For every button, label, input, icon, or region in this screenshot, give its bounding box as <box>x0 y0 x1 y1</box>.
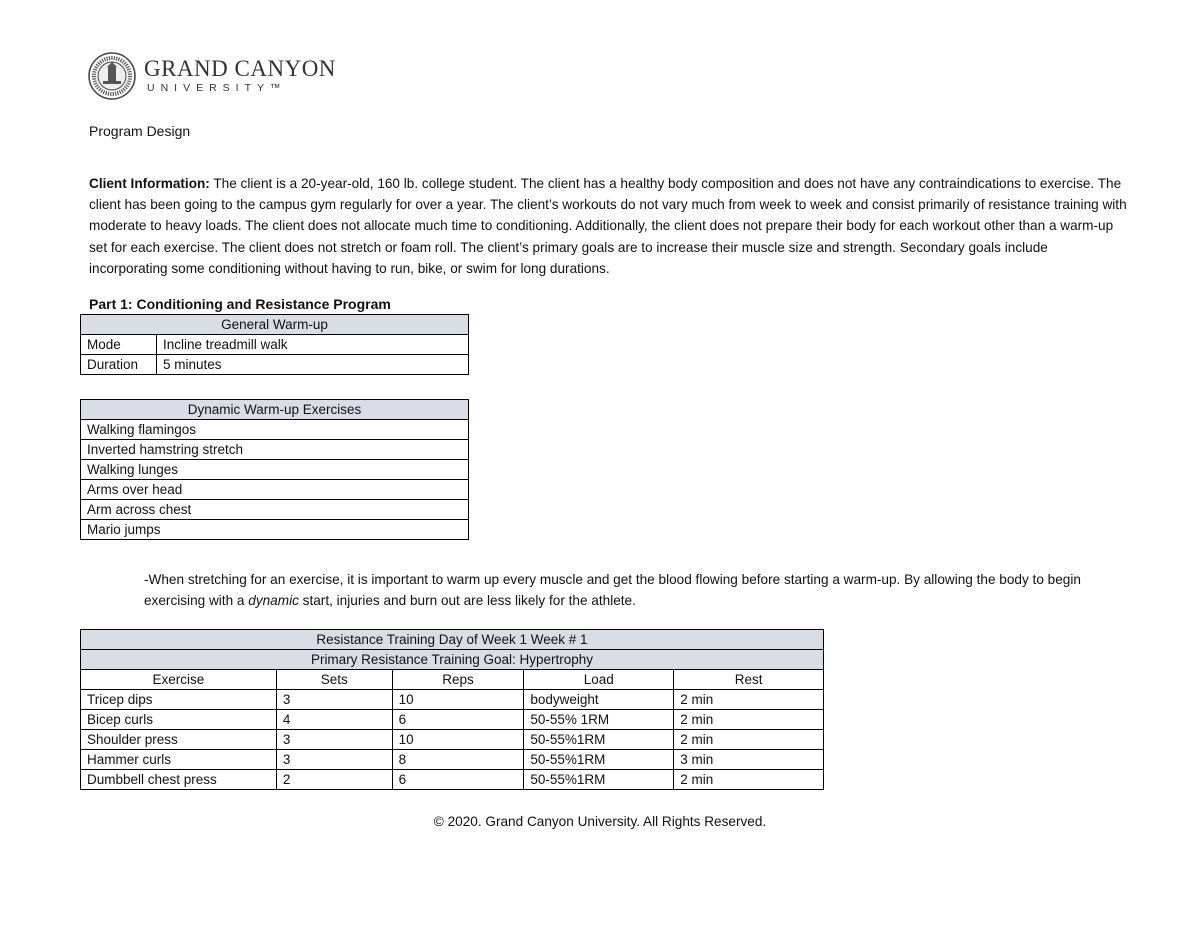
mode-label: Mode <box>81 335 157 355</box>
dynamic-exercise: Inverted hamstring stretch <box>81 440 469 460</box>
general-warmup-header: General Warm-up <box>81 315 469 335</box>
sets-cell: 3 <box>276 730 392 750</box>
reps-cell: 10 <box>392 730 524 750</box>
load-cell: 50-55%1RM <box>524 730 674 750</box>
resistance-title: Resistance Training Day of Week 1 Week # 1 <box>81 630 824 650</box>
part1-heading: Part 1: Conditioning and Resistance Program <box>89 296 391 312</box>
table-row <box>81 710 824 730</box>
stretching-note <box>144 569 1134 611</box>
table-row <box>81 730 824 750</box>
table-row <box>81 750 824 770</box>
rest-cell: 2 min <box>674 690 824 710</box>
column-header: Exercise <box>81 670 277 690</box>
rest-cell: 2 min <box>674 710 824 730</box>
table-row <box>81 480 469 500</box>
exercise-cell: Dumbbell chest press <box>81 770 277 790</box>
dynamic-warmup-table <box>80 399 469 540</box>
client-info-label: Client Information: <box>89 176 210 191</box>
logo-subtitle: UNIVERSITY™ <box>147 82 287 94</box>
rest-cell: 2 min <box>674 770 824 790</box>
client-info-text: The client is a 20-year-old, 160 lb. college student. The client has a healthy body composition and does not have any contraindications to exercise. The client has been going to the campus gym regularly for over a year. The client’s workouts do not vary much from week to week and consist primarily of resistance training with moderate to heavy loads. The client does not allocate much time to conditioning. Additionally, the client does not prepare their body for each workout other than a warm-up set for each exercise. The client does not stretch or foam roll. The client’s primary goals are to increase their muscle size and strength. Secondary goals include incorporating some conditioning without having to run, bike, or swim for long durations. <box>89 176 1127 276</box>
table-row <box>81 460 469 480</box>
reps-cell: 6 <box>392 710 524 730</box>
dynamic-exercise: Mario jumps <box>81 520 469 540</box>
exercise-cell: Bicep curls <box>81 710 277 730</box>
table-row <box>81 770 824 790</box>
column-header: Reps <box>392 670 524 690</box>
dynamic-exercise: Walking lunges <box>81 460 469 480</box>
client-information <box>89 173 1129 279</box>
load-cell: 50-55%1RM <box>524 750 674 770</box>
dynamic-warmup-header: Dynamic Warm-up Exercises <box>81 400 469 420</box>
general-warmup-table <box>80 314 469 375</box>
sets-cell: 4 <box>276 710 392 730</box>
table-row <box>81 520 469 540</box>
exercise-cell: Hammer curls <box>81 750 277 770</box>
load-cell: bodyweight <box>524 690 674 710</box>
copyright-footer: © 2020. Grand Canyon University. All Rights Reserved. <box>433 814 767 829</box>
column-header: Sets <box>276 670 392 690</box>
table-row <box>81 440 469 460</box>
exercise-cell: Shoulder press <box>81 730 277 750</box>
load-cell: 50-55%1RM <box>524 770 674 790</box>
mode-value: Incline treadmill walk <box>157 335 469 355</box>
document-title: Program Design <box>89 123 191 139</box>
table-row <box>81 690 824 710</box>
table-row <box>81 335 469 355</box>
rest-cell: 2 min <box>674 730 824 750</box>
duration-label: Duration <box>81 355 157 375</box>
sets-cell: 2 <box>276 770 392 790</box>
university-seal-icon <box>88 52 136 100</box>
note-text-after: start, injuries and burn out are less likely for the athlete. <box>298 593 636 608</box>
note-emphasis: dynamic <box>248 593 299 608</box>
dynamic-exercise: Arm across chest <box>81 500 469 520</box>
rest-cell: 3 min <box>674 750 824 770</box>
table-row <box>81 500 469 520</box>
note-text-before: -When stretching for an exercise, it is important to warm up every muscle and get the blood flowing before starting a warm-up. By allowing the body to begin exercising with a <box>144 572 1081 608</box>
reps-cell: 10 <box>392 690 524 710</box>
resistance-training-table <box>80 629 824 790</box>
table-row <box>81 355 469 375</box>
university-logo <box>88 52 336 100</box>
logo-name: GRAND CANYON <box>144 56 336 81</box>
column-header-row <box>81 670 824 690</box>
reps-cell: 8 <box>392 750 524 770</box>
sets-cell: 3 <box>276 690 392 710</box>
sets-cell: 3 <box>276 750 392 770</box>
resistance-goal: Primary Resistance Training Goal: Hypertrophy <box>81 650 824 670</box>
dynamic-exercise: Walking flamingos <box>81 420 469 440</box>
reps-cell: 6 <box>392 770 524 790</box>
table-row <box>81 420 469 440</box>
load-cell: 50-55% 1RM <box>524 710 674 730</box>
column-header: Load <box>524 670 674 690</box>
dynamic-exercise: Arms over head <box>81 480 469 500</box>
column-header: Rest <box>674 670 824 690</box>
exercise-cell: Tricep dips <box>81 690 277 710</box>
duration-value: 5 minutes <box>157 355 469 375</box>
